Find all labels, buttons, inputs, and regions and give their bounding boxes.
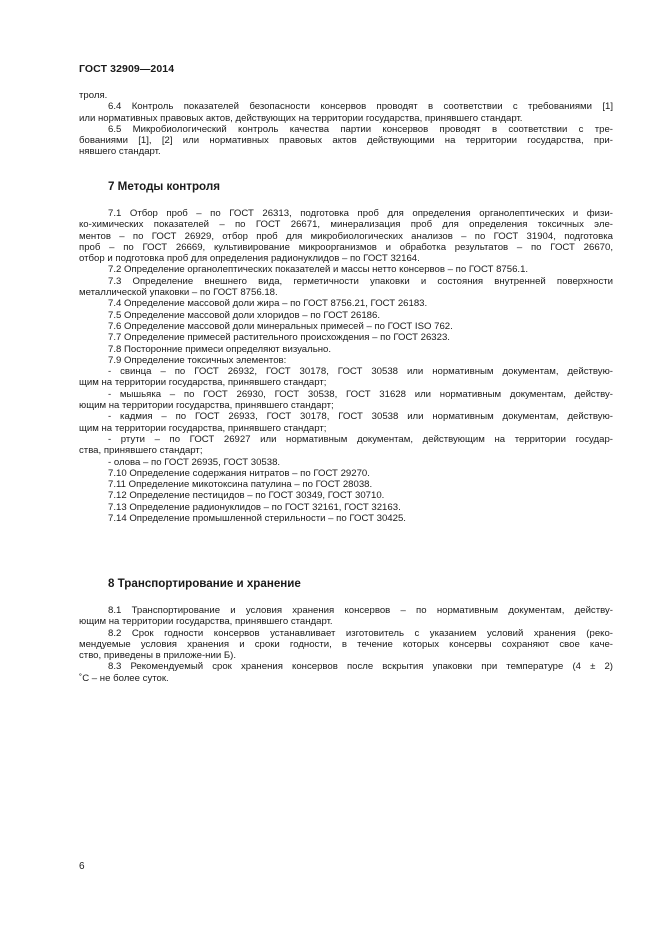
document-code-header: ГОСТ 32909—2014 [79, 63, 175, 75]
text-line: 7.14 Определение промышленной стерильности – по ГОСТ 30425. [108, 513, 406, 525]
text-line: 7.8 Посторонние примеси определяют визуально. [108, 343, 332, 355]
section-6-continuation [79, 90, 613, 158]
text-line: 7.13 Определение радионуклидов – по ГОСТ 32161, ГОСТ 32163. [108, 501, 401, 513]
section-8-heading: 8 Транспортирование и хранение [108, 577, 301, 590]
text-line: - свинца – по ГОСТ 26932, ГОСТ 30178, ГОСТ 30538 или нормативным документам, действую- [108, 366, 613, 378]
text-line: - мышьяка – по ГОСТ 26930, ГОСТ 30538, ГОСТ 31628 или нормативным документам, действу- [108, 388, 613, 400]
text-line: 7.12 Определение пестицидов – по ГОСТ 30349, ГОСТ 30710. [108, 490, 385, 502]
text-line: 8.1 Транспортирование и условия хранения консервов – по нормативным документам, действу- [108, 605, 613, 616]
text-line: металлической упаковки – по ГОСТ 8756.18. [79, 287, 278, 299]
text-line: 7.7 Определение примесей растительного происхождения – по ГОСТ 26323. [108, 332, 450, 344]
text-line: 7.5 Определение массовой доли хлоридов – по ГОСТ 26186. [108, 309, 381, 321]
text-line: проб – по ГОСТ 26669, культивирование микроорганизмов и обработка результатов – по ГОСТ 26670, [79, 241, 613, 253]
text-line: мендуемые условия хранения и сроки годности, в течение которых консервы сохраняют свое каче- [79, 638, 613, 650]
text-line: 8.3 Рекомендуемый срок хранения консервов после вскрытия упаковки при температуре (4 ± 2) [108, 661, 613, 673]
text-line: ство, приведены в приложе-нии Б). [79, 650, 237, 662]
text-line: троля. [79, 90, 108, 101]
text-line: отбор и подготовка проб для определения радионуклидов – по ГОСТ 32164. [79, 253, 420, 265]
section-8-body [79, 605, 613, 684]
text-line: - ртути – по ГОСТ 26927 или нормативным документам, действующим на территории государ- [108, 433, 613, 445]
text-line: щим на территории государства, принявшего стандарт; [79, 422, 327, 434]
text-line: ющим на территории государства, принявшего стандарт. [79, 616, 333, 628]
text-line: - кадмия – по ГОСТ 26933, ГОСТ 30178, ГОСТ 30538 или нормативным документам, действую- [108, 411, 613, 423]
page-number: 6 [79, 861, 85, 872]
text-line: 7.2 Определение органолептических показателей и массы нетто консервов – по ГОСТ 8756.1. [108, 264, 529, 276]
text-line: ства, принявшего стандарт; [79, 445, 203, 457]
text-line: ˚С – не более суток. [79, 672, 169, 684]
text-line: 7.6 Определение массовой доли минеральных примесей – по ГОСТ ISO 762. [108, 320, 453, 332]
text-line: 6.4 Контроль показателей безопасности консервов проводят в соответствии с требованиями [1] [108, 101, 613, 113]
text-line: ментов – по ГОСТ 26929, отбор проб для микробиологических анализов – по ГОСТ 31904, подготовка [79, 230, 613, 242]
section-7-body [79, 208, 613, 524]
text-line: - олова – по ГОСТ 26935, ГОСТ 30538. [108, 456, 281, 468]
text-line: или нормативных правовых актов, действующих на территории государства, принявшего стандарт. [79, 112, 523, 124]
text-line: 7.9 Определение токсичных элементов: [108, 354, 287, 366]
section-7-heading: 7 Методы контроля [108, 180, 220, 193]
text-line: щим на территории государства, принявшего стандарт; [79, 377, 327, 389]
text-line: нявшего стандарт. [79, 146, 161, 158]
text-line: 7.4 Определение массовой доли жира – по ГОСТ 8756.21, ГОСТ 26183. [108, 298, 428, 310]
text-line: 7.11 Определение микотоксина патулина – по ГОСТ 28038. [108, 479, 373, 491]
text-line: 7.10 Определение содержания нитратов – по ГОСТ 29270. [108, 467, 370, 479]
text-line: ко-химических показателей – по ГОСТ 26671, минерализация проб для определения токсичных эле- [79, 219, 613, 231]
text-line: 8.2 Срок годности консервов устанавливает изготовитель с указанием условий хранения (реко- [108, 627, 613, 639]
text-line: бованиями [1], [2] или нормативных правовых актов действующими на территории государства, при- [79, 135, 613, 147]
text-line: 6.5 Микробиологический контроль качества партии консервов проводят в соответствии с тре- [108, 123, 613, 135]
text-line: ющим на территории государства, принявшего стандарт; [79, 400, 334, 412]
text-line: 7.3 Определение внешнего вида, герметичности упаковки и состояния внутренней поверхности [108, 275, 613, 287]
text-line: 7.1 Отбор проб – по ГОСТ 26313, подготовка проб для определения органолептических и физи- [108, 208, 613, 219]
